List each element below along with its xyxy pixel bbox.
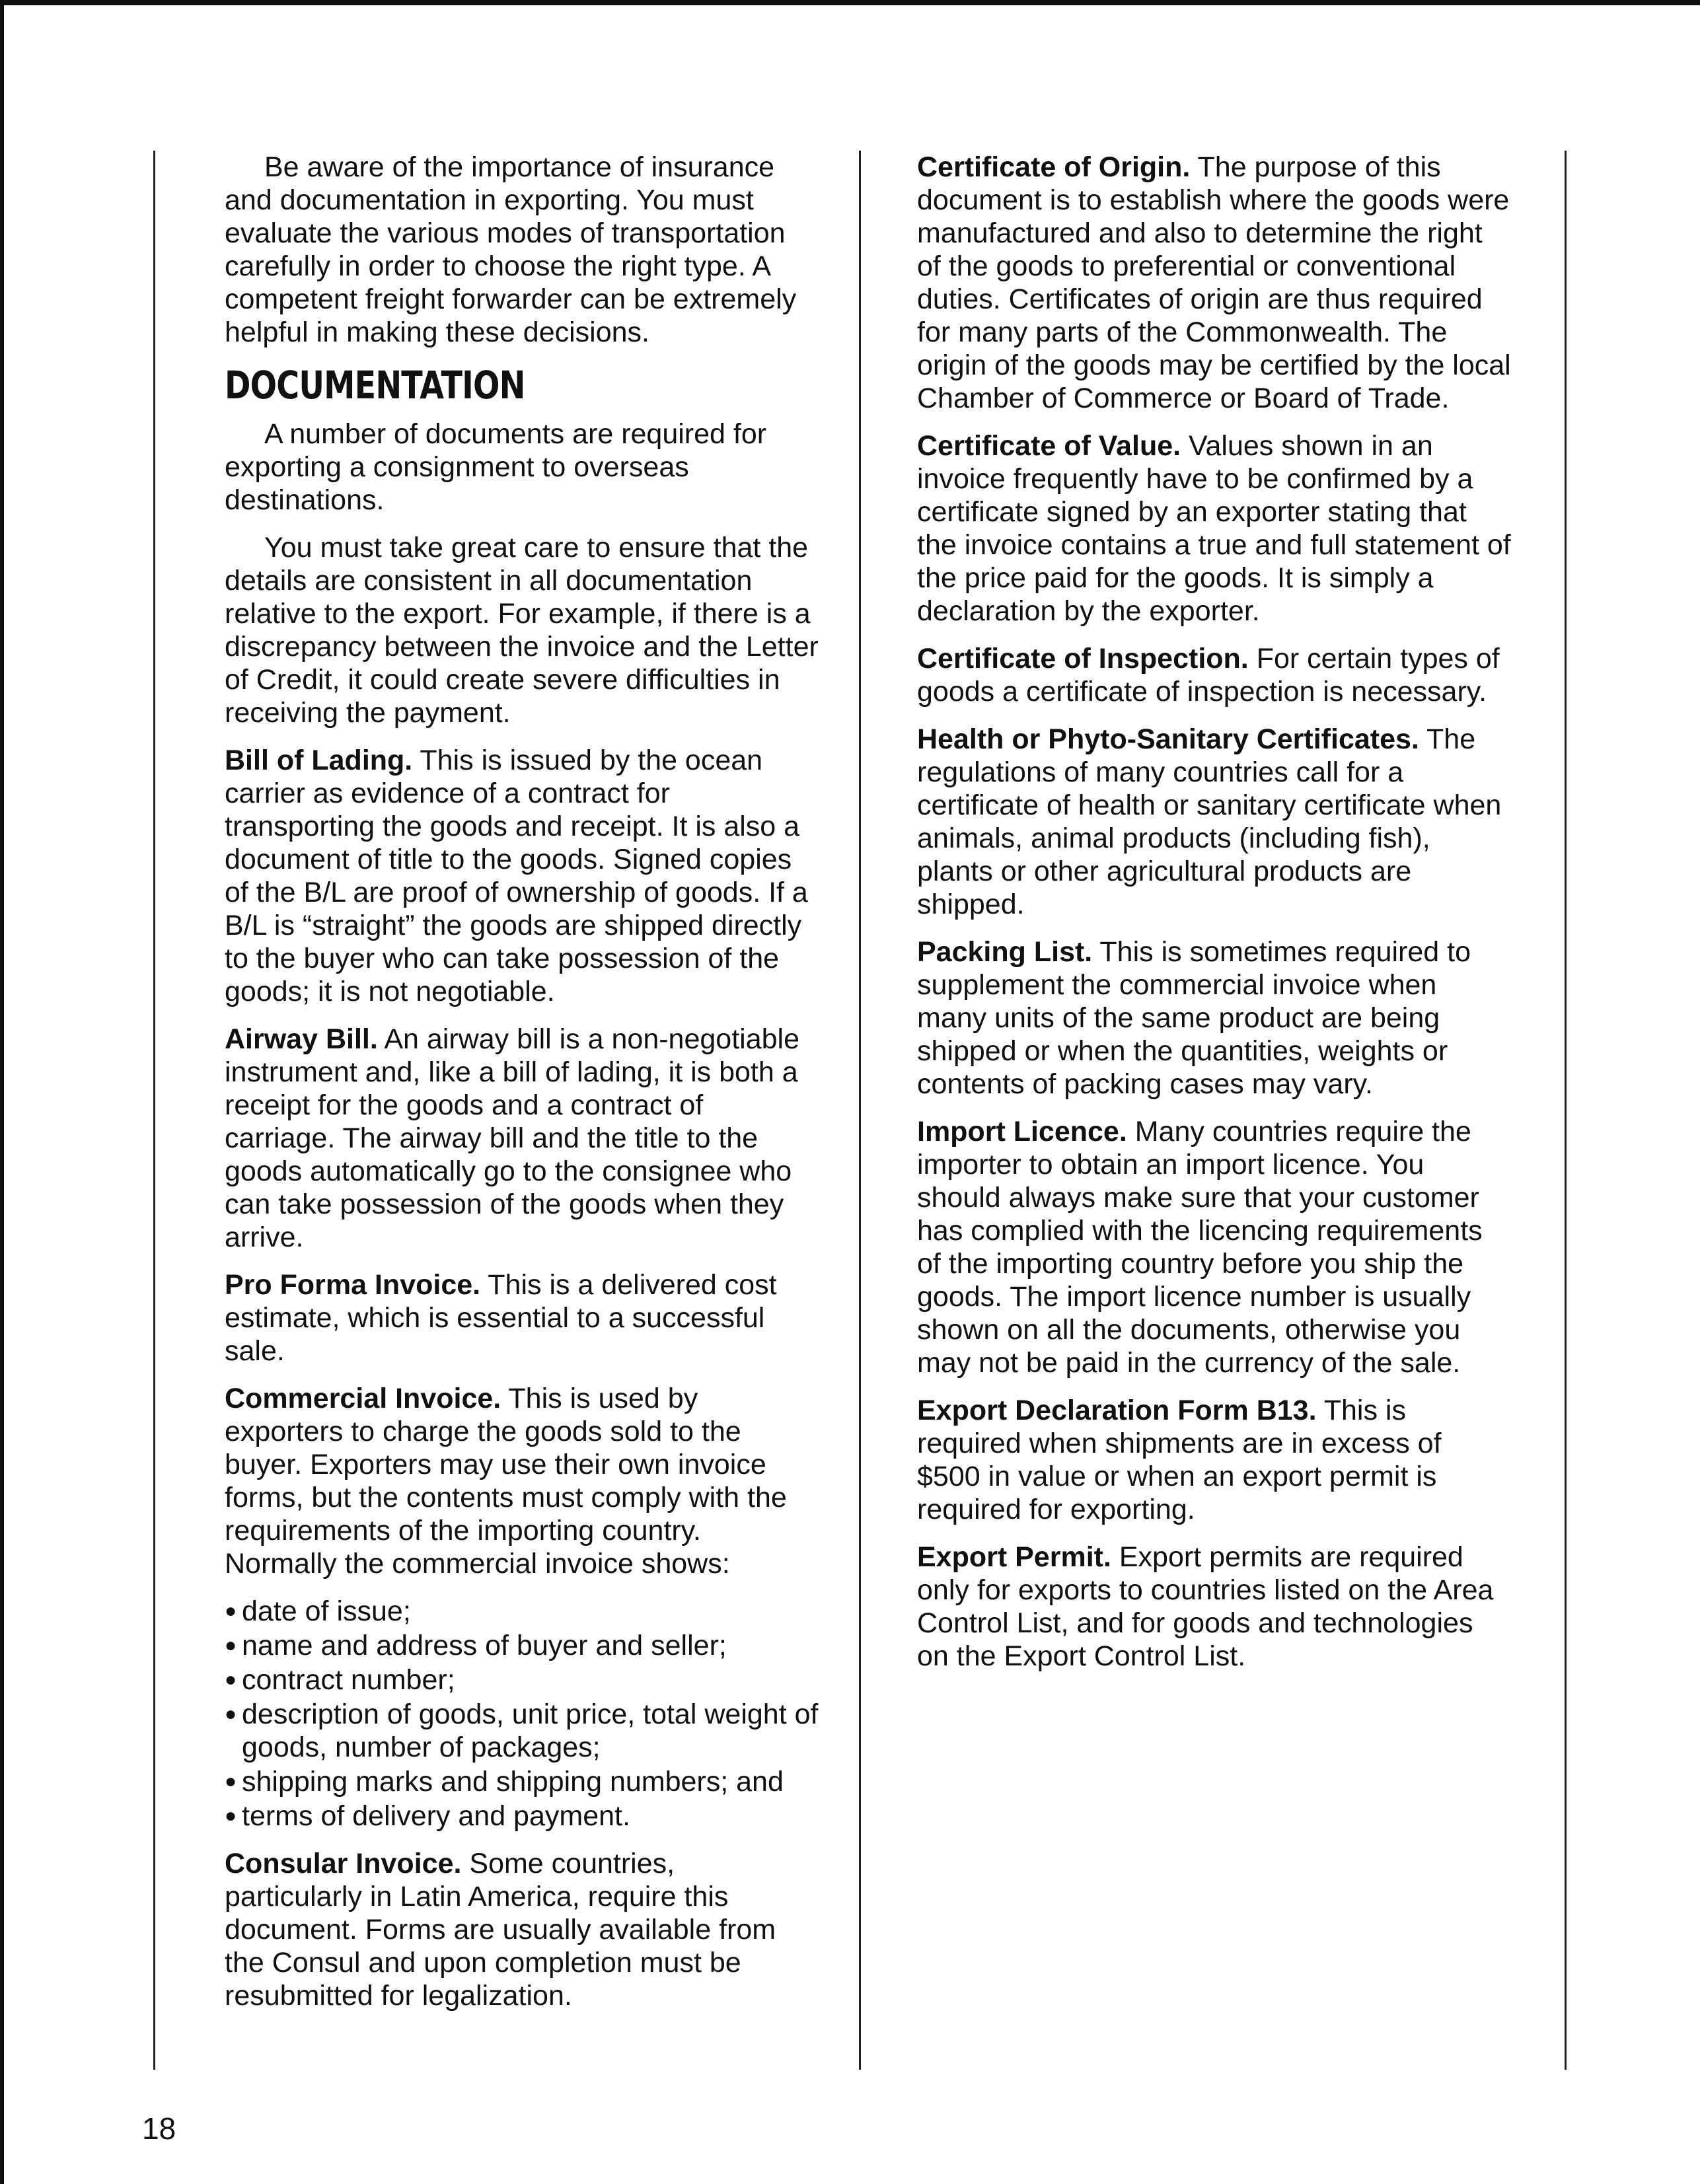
entry-text: The purpose of this document is to establish where the goods were manufactured and also to determine the right of the goods to preferential or conventional duties. Certificates of origin are thus required for many parts of the Commonwealth. The origin of the goods may be certified by the local Chamber of Commerce or Board of Trade. [917, 151, 1511, 414]
entry-text: Some countries, particularly in Latin America, require this document. Forms are usually available from the Consul and upon completion must be resubmitted for legalization. [225, 1848, 776, 2012]
list-item: ● shipping marks and shipping numbers; and [225, 1765, 819, 1798]
health-certificates-entry [917, 723, 1512, 921]
list-item: ● description of goods, unit price, total weight of goods, number of packages; [225, 1698, 819, 1764]
bill-of-lading-entry [225, 744, 819, 1008]
page-number: 18 [142, 2111, 176, 2146]
export-permit-entry [917, 1541, 1512, 1673]
entry-text: Many countries require the importer to obtain an import licence. You should always make sure that your customer has complied with the licencing requirements of the importing country before you ship the goods. The import licence number is usually shown on all the documents, otherwise you may not be paid in the currency of the sale. [917, 1116, 1483, 1379]
consistency-paragraph: You must take great care to ensure that the details are consistent in all documentation relative to the export. For example, if there is a discrepancy between the invoice and the Letter of Credit, it could create severe difficulties in receiving the payment. [225, 532, 819, 729]
entry-term: Export Declaration Form B13. [917, 1395, 1317, 1426]
entry-term: Pro Forma Invoice. [225, 1269, 481, 1301]
list-item: ● date of issue; [225, 1595, 819, 1628]
left-column [225, 151, 819, 2027]
entry-term: Export Permit. [917, 1541, 1111, 1573]
entry-text: This is used by exporters to charge the goods sold to the buyer. Exporters may use their own invoice forms, but the contents must comply with the requirements of the importing country. Normally the commercial invoice shows: [225, 1383, 787, 1580]
entry-text: Export permits are required only for exports to countries listed on the Area Control List, and for goods and technologies on the Export Control List. [917, 1541, 1494, 1672]
entry-text: An airway bill is a non-negotiable instrument and, like a bill of lading, it is both a receipt for the goods and a contract of carriage. The airway bill and the title to the goods automatically go to the consignee who can take possession of the goods when they arrive. [225, 1023, 800, 1253]
certificate-of-value-entry [917, 429, 1512, 628]
export-declaration-entry [917, 1394, 1512, 1526]
import-licence-entry [917, 1115, 1512, 1379]
packing-list-entry [917, 935, 1512, 1101]
entry-term: Certificate of Inspection. [917, 643, 1249, 674]
entry-term: Packing List. [917, 936, 1093, 968]
pro-forma-invoice-entry [225, 1268, 819, 1367]
certificate-of-inspection-entry [917, 642, 1512, 708]
consular-invoice-entry [225, 1847, 819, 2012]
right-column [917, 151, 1512, 1687]
airway-bill-entry [225, 1023, 819, 1254]
entry-text: This is a delivered cost estimate, which is essential to a successful sale. [225, 1269, 777, 1367]
section-heading: DOCUMENTATION [225, 363, 525, 408]
list-item: ● name and address of buyer and seller; [225, 1629, 819, 1662]
commercial-invoice-bullet-list [225, 1595, 819, 1833]
right-column-rule [1565, 151, 1567, 2070]
commercial-invoice-entry [225, 1382, 819, 1580]
center-column-rule [859, 151, 861, 2070]
entry-text: The regulations of many countries call for a certificate of health or sanitary certificate when animals, animal products (including fish), plants or other agricultural products are shipped. [917, 723, 1502, 920]
entry-term: Import Licence. [917, 1116, 1127, 1147]
intro-paragraph: Be aware of the importance of insurance and documentation in exporting. You must evaluate the various modes of transportation carefully in order to choose the right type. A competent freight forwarder can be extremely helpful in making these decisions. [225, 151, 797, 348]
entry-term: Certificate of Origin. [917, 151, 1191, 183]
entry-term: Airway Bill. [225, 1023, 378, 1055]
left-column-rule [153, 151, 155, 2070]
entry-text: This is issued by the ocean carrier as evidence of a contract for transporting the goods and receipt. It is also a document of title to the goods. Signed copies of the B/L are proof of ownership of goods. If a B/L is “straight” the goods are shipped directly to the buyer who can take possession of the goods; it is not negotiable. [225, 745, 808, 1007]
entry-text: This is required when shipments are in excess of $500 in value or when an export permit is required for exporting. [917, 1395, 1442, 1525]
list-item: ● contract number; [225, 1663, 819, 1696]
entry-term: Commercial Invoice. [225, 1383, 501, 1414]
entry-term: Health or Phyto-Sanitary Certificates. [917, 723, 1419, 755]
list-item: ● terms of delivery and payment. [225, 1800, 819, 1833]
entry-term: Certificate of Value. [917, 430, 1181, 462]
certificate-of-origin-entry [917, 151, 1512, 415]
documents-required-paragraph: A number of documents are required for exporting a consignment to overseas destinations. [225, 418, 767, 516]
entry-text: This is sometimes required to supplement the commercial invoice when many units of the same product are being shipped or when the quantities, weights or contents of packing cases may vary. [917, 936, 1471, 1100]
entry-term: Bill of Lading. [225, 745, 413, 776]
entry-text: Values shown in an invoice frequently have to be confirmed by a certificate signed by an exporter stating that the invoice contains a true and full statement of the price paid for the goods. It is simply a declaration by the exporter. [917, 430, 1511, 627]
entry-term: Consular Invoice. [225, 1848, 462, 1879]
entry-text: For certain types of goods a certificate of inspection is necessary. [917, 643, 1500, 708]
